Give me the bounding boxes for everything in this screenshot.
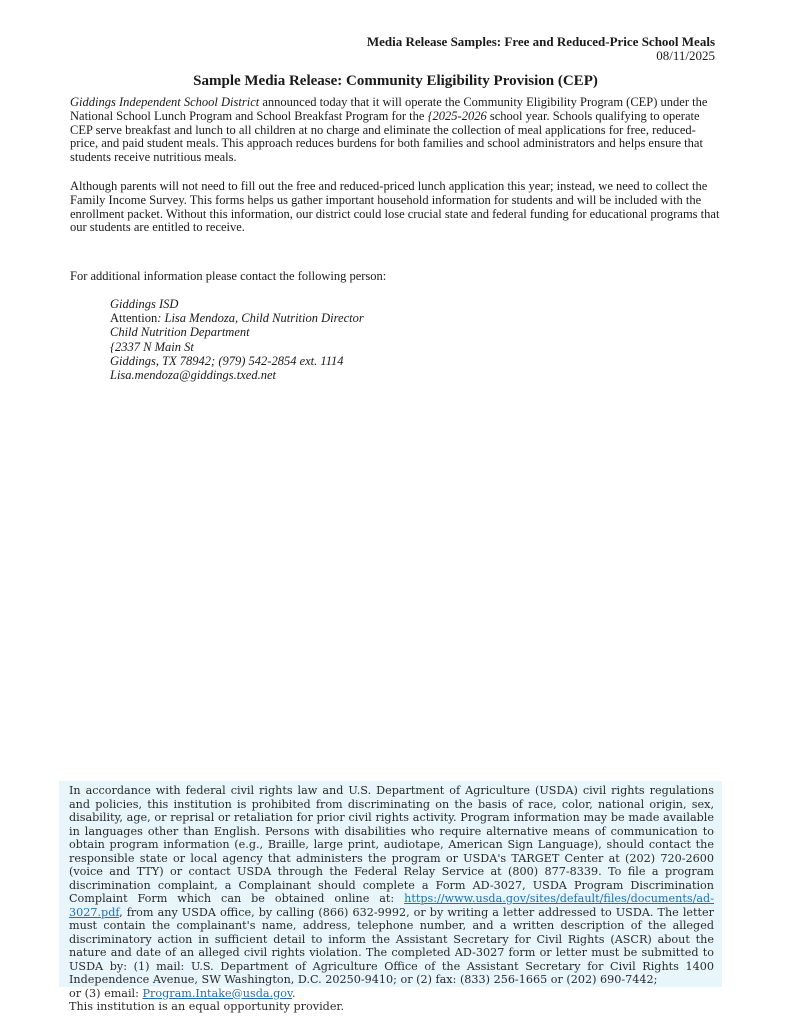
statement-text: In accordance with federal civil rights law and U.S. Department of Agriculture (USDA) civil rights regulations and policies, this institution is prohibited from discriminating on the basis of race, color, national origin, sex, disability, age, or reprisal or retaliation for prior civil rights activity. Program information may be made available in languages other than English. Persons with disabilities who require alternative means of communication to obtain program information (e.g., Braille, large print, audiotape, American Sign Language), should contact the responsible state or local agency that administers the program or USDA's TARGET Center at (202) 720-2600 (voice and TTY) or contact USDA through the Federal Relay Service at (800) 877-8339. To file a program discrimination complaint, a Complainant should complete a Form AD-3027, USDA Program Discrimination Complaint Form which can be obtained online at: <box>69 784 714 905</box>
equal-opportunity-line: This institution is an equal opportunity provider. <box>69 1000 345 1013</box>
document-title: Sample Media Release: Community Eligibility Provision (CEP) <box>193 73 598 89</box>
paragraph-income-survey: Although parents will not need to fill out the free and reduced-priced lunch application this year; instead, we need to collect the Family Income Survey. This forms helps us gather important household information for students and will be included with the enrollment packet. Without this information, our district could lose crucial state and federal funding for educational programs that our students are entitled to receive. <box>70 179 720 235</box>
contact-org: Giddings ISD <box>110 297 179 311</box>
contact-city-phone: Giddings, TX 78942; (979) 542-2854 ext. 1114 <box>110 353 344 368</box>
school-year: {2025-2026 <box>427 108 487 123</box>
nondiscrimination-statement <box>59 781 722 1013</box>
header-date: 08/11/2025 <box>656 48 715 63</box>
or-word: or <box>69 986 82 1000</box>
option-3: (3) <box>84 986 101 1000</box>
district-name: Giddings Independent School District <box>70 95 260 109</box>
attention-value: : Lisa Mendoza, Child Nutrition Director <box>157 311 364 326</box>
contact-email[interactable]: Lisa.mendoza@giddings.txed.net <box>110 368 277 383</box>
email-label: email: <box>104 986 139 1000</box>
contact-attention <box>110 311 364 325</box>
paragraph-text: school year. Schools qualifying to operate CEP serve breakfast and lunch to all children at no charge and eliminate the collection of meal applications for free, reduced-price, and paid student meals. This approach reduces burdens for both families and school administrators and helps ensure that students receive nutritious meals. <box>70 108 703 165</box>
contact-department: Child Nutrition Department <box>110 325 250 340</box>
header-title: Media Release Samples: Free and Reduced-Price School Meals <box>366 34 715 49</box>
paragraph-contact-intro: For additional information please contact the following person: <box>70 269 387 283</box>
page-header <box>367 35 715 63</box>
paragraph-announcement <box>70 96 720 165</box>
contact-address: {2337 N Main St <box>110 339 194 354</box>
contact-block <box>110 297 364 382</box>
attention-label: Attention <box>110 311 158 326</box>
program-intake-email-link[interactable]: Program.Intake@usda.gov <box>142 986 293 1000</box>
email-line: or (3) email: Program.Intake@usda.gov. <box>69 986 296 1000</box>
paragraph-text: announced today that it will operate the Community Eligibility Program (CEP) under the National School Lunch Program and School Breakfast Program for the <box>70 95 708 123</box>
statement-text: , from any USDA office, by calling (866) 632-9992, or by writing a letter addressed to USDA. The letter must contain the complainant's name, address, telephone number, and a written description of the alleged discriminatory action in sufficient detail to inform the Assistant Secretary for Civil Rights (ASCR) about the nature and date of an alleged civil rights violation. The completed AD-3027 form or letter must be submitted to USDA by: (1) mail: U.S. Department of Agriculture Office of the Assistant Secretary for Civil Rights 1400 Independence Avenue, SW Washington, D.C. 20250-9410; or (2) fax: (833) 256-1665 or (202) 690-7442; <box>69 905 714 986</box>
ad-3027-link[interactable]: https://www.usda.gov/sites/default/files/documents/ad-3027.pdf <box>69 892 714 919</box>
